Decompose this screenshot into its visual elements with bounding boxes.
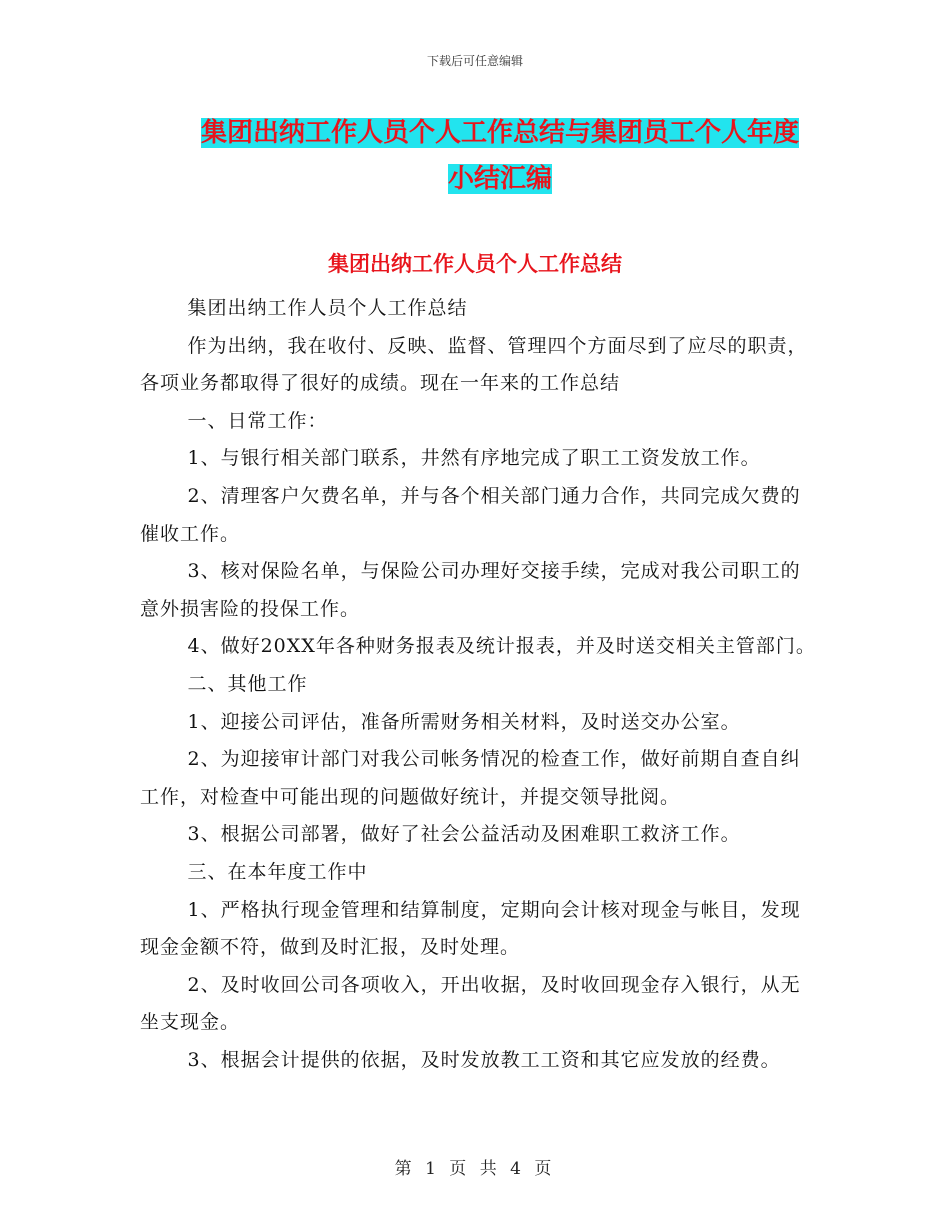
paragraph: 4、做好20XX年各种财务报表及统计报表，并及时送交相关主管部门。 bbox=[187, 635, 816, 658]
paragraph: 2、清理客户欠费名单，并与各个相关部门通力合作，共同完成欠费的催收工作。 bbox=[140, 484, 801, 545]
paragraph: 1、迎接公司评估，准备所需财务相关材料，及时送交办公室。 bbox=[187, 710, 741, 733]
body-text bbox=[140, 290, 820, 1079]
document-title bbox=[140, 110, 860, 202]
paragraph: 2、为迎接审计部门对我公司帐务情况的检查工作，做好前期自查自纠工作，对检查中可能出现的问题做好统计，并提交领导批阅。 bbox=[140, 748, 801, 808]
paragraph: 1、严格执行现金管理和结算制度，定期向会计核对现金与帐目，发现现金金额不符，做到及时汇报，及时处理。 bbox=[140, 898, 801, 959]
page-footer: 第 1 页 共 4 页 bbox=[394, 1159, 556, 1179]
paragraph: 作为出纳，我在收付、反映、监督、管理四个方面尽到了应尽的职责，各项业务都取得了很好的成绩。现在一年来的工作总结 bbox=[140, 334, 808, 395]
document-title-line-2: 小结汇编 bbox=[447, 164, 552, 194]
paragraph: 集团出纳工作人员个人工作总结 bbox=[187, 297, 468, 319]
document-title-line-1: 集团出纳工作人员个人工作总结与集团员工个人年度 bbox=[200, 118, 799, 148]
paragraph: 1、与银行相关部门联系，井然有序地完成了职工工资发放工作。 bbox=[187, 447, 761, 470]
header-note: 下载后可任意编辑 bbox=[426, 54, 523, 68]
paragraph: 一、日常工作： bbox=[187, 409, 328, 432]
paragraph: 3、根据公司部署，做好了社会公益活动及困难职工救济工作。 bbox=[187, 823, 741, 846]
paragraph: 3、根据会计提供的依据，及时发放教工工资和其它应发放的经费。 bbox=[187, 1048, 781, 1071]
paragraph: 二、其他工作 bbox=[187, 672, 308, 695]
paragraph: 2、及时收回公司各项收入，开出收据，及时收回现金存入银行，从无坐支现金。 bbox=[140, 973, 801, 1034]
paragraph: 三、在本年度工作中 bbox=[187, 860, 368, 883]
paragraph: 3、核对保险名单，与保险公司办理好交接手续，完成对我公司职工的意外损害险的投保工作。 bbox=[140, 560, 801, 620]
section-title: 集团出纳工作人员个人工作总结 bbox=[328, 252, 622, 276]
